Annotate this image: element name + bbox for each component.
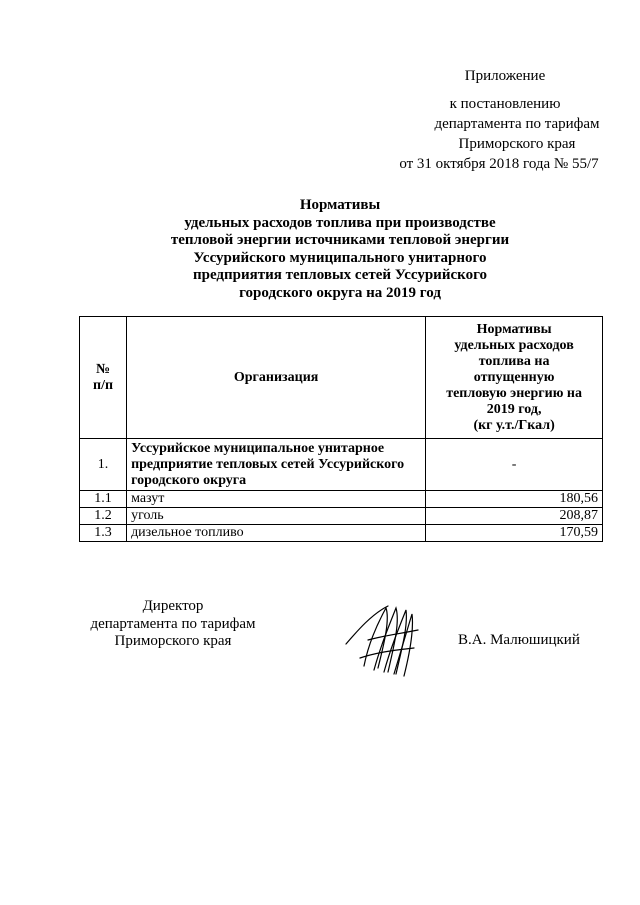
table-header-row	[80, 317, 603, 439]
row-organization	[127, 439, 426, 491]
annex-line-1: к постановлению	[449, 96, 561, 112]
org-line: Уссурийское муниципальное унитарное	[131, 440, 385, 456]
norms-table	[79, 316, 603, 542]
signatory-title-line-1: Директор	[142, 598, 204, 614]
header-number-sign: №	[95, 361, 111, 377]
row-number: 1.1	[80, 491, 127, 508]
signatory-title-line-3: Приморского края	[114, 633, 232, 649]
row-value: 208,87	[426, 508, 603, 525]
header-norms-line: тепловую энергию на	[446, 385, 582, 401]
header-norms-line: отпущенную	[473, 369, 555, 385]
heading-line-1: Нормативы	[299, 197, 381, 213]
header-norms-line: удельных расходов	[454, 337, 574, 353]
header-organization: Организация	[127, 317, 426, 439]
header-number-label: п/п	[93, 377, 114, 393]
annex-line-2: департамента по тарифам	[434, 116, 600, 132]
row-fuel: уголь	[127, 508, 426, 525]
org-line: предприятие тепловых сетей Уссурийского	[131, 456, 405, 472]
row-number: 1.2	[80, 508, 127, 525]
row-number: 1.	[80, 439, 127, 491]
heading-line-4: Уссурийского муниципального унитарного	[193, 249, 487, 266]
heading-line-5: предприятия тепловых сетей Уссурийского	[192, 267, 488, 283]
header-norms	[426, 317, 603, 439]
row-fuel: дизельное топливо	[127, 525, 426, 542]
row-value: 170,59	[426, 525, 603, 542]
heading-line-6: городского округа на 2019 год	[239, 284, 441, 301]
signatory-title-line-2: департамента по тарифам	[90, 615, 256, 632]
row-number: 1.3	[80, 525, 127, 542]
heading-line-3: тепловой энергии источниками тепловой энергии	[170, 232, 510, 248]
table-row	[80, 439, 603, 491]
header-norms-line: (кг у.т./Гкал)	[473, 417, 555, 433]
heading-line-2: удельных расходов топлива при производстве	[184, 214, 496, 231]
org-line: городского округа	[131, 472, 247, 488]
row-value: 180,56	[426, 491, 603, 508]
row-value: -	[426, 439, 603, 491]
header-norms-line: топлива на	[478, 353, 550, 369]
annex-block	[372, 66, 602, 174]
annex-line-4: от 31 октября 2018 года № 55/7	[399, 156, 599, 172]
table-row	[80, 525, 603, 542]
handwritten-signature	[338, 600, 428, 678]
table-row	[80, 508, 603, 525]
signatory-name: В.А. Малюшицкий	[458, 632, 580, 648]
signatory-title	[78, 598, 268, 651]
row-fuel: мазут	[127, 491, 426, 508]
annex-title: Приложение	[464, 68, 546, 84]
header-norms-line: 2019 год,	[486, 401, 542, 417]
table-row	[80, 491, 603, 508]
header-norms-line: Нормативы	[476, 321, 552, 337]
annex-line-3: Приморского края	[458, 136, 576, 152]
header-number	[80, 317, 127, 439]
document-heading	[100, 197, 580, 302]
